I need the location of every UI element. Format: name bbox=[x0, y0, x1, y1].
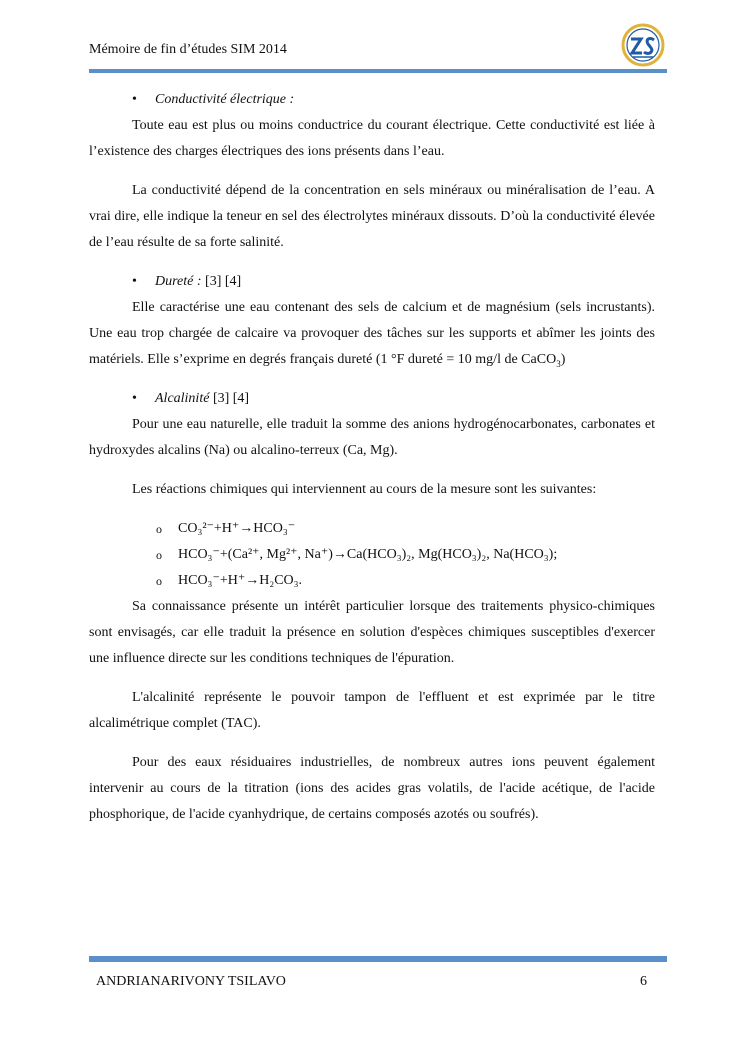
subscript: 3 bbox=[556, 358, 561, 369]
paragraph bbox=[89, 295, 655, 373]
paragraph: Toute eau est plus ou moins conductrice du courant électrique. Cette conductivité est liée à l’existence des charges électriques des ions présents dans l’eau. bbox=[89, 118, 655, 159]
paragraph-text: Elle caractérise une eau contenant des sels de calcium et de magnésium (sels incrustants). Une eau trop chargée de calcaire va provoquer des tâches sur les supports et abîmer les joints des matériels. Elle s’exprime en degrés français dureté (1 °F dureté = 10 mg/l de CaCO bbox=[89, 300, 655, 367]
paragraph: L'alcalinité représente le pouvoir tampon de l'effluent et est exprimée par le titre alcalimétrique complet (TAC). bbox=[89, 690, 655, 731]
bullet-conductivite bbox=[89, 87, 655, 113]
bullet-dot: • bbox=[132, 92, 137, 107]
document-body bbox=[89, 87, 655, 828]
paragraph: Pour une eau naturelle, elle traduit la somme des anions hydrogénocarbonates, carbonates et hydroxydes alcalins (Na) ou alcalino-terreux (Ca, Mg). bbox=[89, 417, 655, 458]
paragraph-text: ) bbox=[560, 352, 566, 367]
footer-author: ANDRIANARIVONY TSILAVO bbox=[96, 974, 286, 989]
page-number: 6 bbox=[640, 974, 647, 989]
reaction-item bbox=[89, 516, 655, 542]
paragraph: Sa connaissance présente un intérêt particulier lorsque des traitements physico-chimiques sont envisagés, car elle traduit la présence en solution d'espèces chimiques susceptibles d'exercer une influence directe sur les conditions techniques de l'épuration. bbox=[89, 599, 655, 666]
reaction-text: HCO₃⁻+(Ca²⁺, Mg²⁺, Na⁺)→Ca(HCO₃)₂, Mg(HCO₃)₂, Na(HCO₃); bbox=[178, 547, 558, 562]
reaction-text: HCO₃⁻+H⁺→H₂CO₃. bbox=[178, 573, 303, 588]
bullet-alcalinite bbox=[89, 386, 655, 412]
paragraph: Pour des eaux résiduaires industrielles, de nombreux autres ions peuvent également intervenir au cours de la titration (ions des acides gras volatils, de l'acide acétique, de l'acide phosphorique, de l'acide cyanhydrique, de certains composés azotés ou soufrés). bbox=[89, 755, 655, 822]
heading-alcalinite: Alcalinité bbox=[155, 391, 210, 406]
bullet-dot: • bbox=[132, 274, 137, 289]
reaction-text: CO₃²⁻+H⁺→HCO₃⁻ bbox=[178, 521, 296, 536]
citation-refs: [3] [4] bbox=[209, 391, 250, 406]
header-rule bbox=[89, 69, 667, 73]
bullet-durete bbox=[89, 269, 655, 295]
reaction-item bbox=[89, 542, 655, 568]
circle-bullet-icon: o bbox=[156, 548, 162, 562]
bullet-dot: • bbox=[132, 391, 137, 406]
circle-bullet-icon: o bbox=[156, 574, 162, 588]
header-title: Mémoire de fin d’études SIM 2014 bbox=[89, 42, 287, 57]
heading-conductivite: Conductivité électrique : bbox=[155, 92, 295, 107]
heading-durete: Dureté : bbox=[155, 274, 202, 289]
citation-refs: [3] [4] bbox=[201, 274, 242, 289]
reaction-item bbox=[89, 568, 655, 594]
footer-rule bbox=[89, 956, 667, 962]
paragraph: Les réactions chimiques qui interviennent au cours de la mesure sont les suivantes: bbox=[132, 482, 597, 497]
institution-logo-icon bbox=[621, 23, 665, 67]
paragraph: La conductivité dépend de la concentration en sels minéraux ou minéralisation de l’eau. A vrai dire, elle indique la teneur en sel des électrolytes minéraux dissouts. D’où la conductivité élevée de l’eau résulte de sa forte salinité. bbox=[89, 183, 655, 250]
circle-bullet-icon: o bbox=[156, 522, 162, 536]
